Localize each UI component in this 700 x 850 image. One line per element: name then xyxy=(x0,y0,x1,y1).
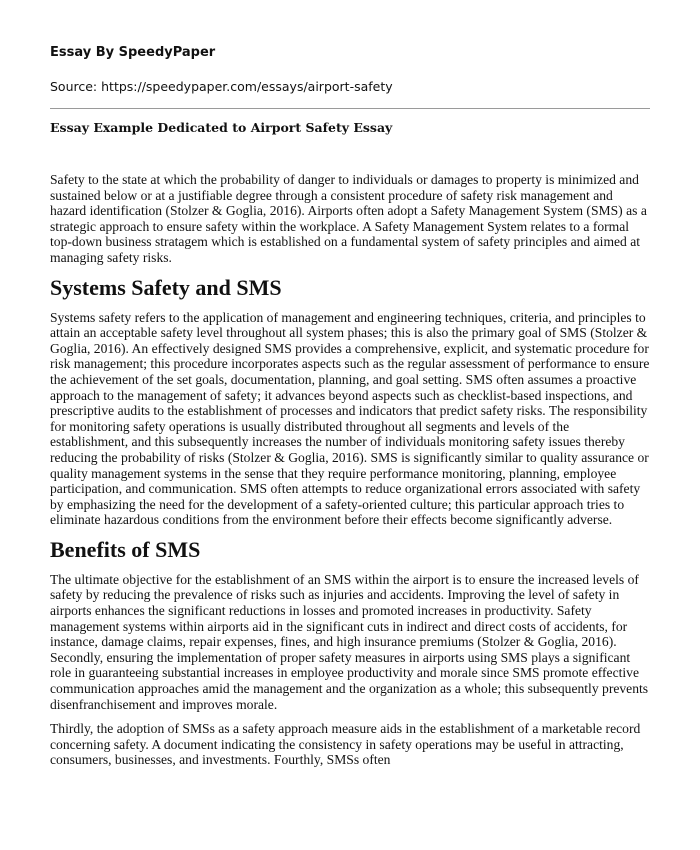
essay-author-line: Essay By SpeedyPaper xyxy=(50,45,216,60)
essay-body xyxy=(50,172,650,777)
section-heading-benefits: Benefits of SMS xyxy=(50,536,201,562)
benefits-paragraph-continued: Thirdly, the adoption of SMSs as a safety approach measure aids in the establishment of a marketable record concerning safety. A document indicating the consistency in safety operations may be useful in attracting, consumers, businesses, and investments. Fourthly, SMSs often xyxy=(50,721,641,768)
section-heading-systems: Systems Safety and SMS xyxy=(50,274,282,300)
benefits-paragraph: The ultimate objective for the establishment of an SMS within the airport is to ensure the increased levels of safety by reducing the prevalence of risks such as injuries and accidents. Improving the level of safety in airports enhances the significant reductions in losses and promoted increases in productivity. Safety management systems within airports aid in the significant cuts in indirect and direct costs of accidents, for instance, damage claims, repair expenses, fines, and high insurance premiums (Stolzer & Goglia, 2016). Secondly, ensuring the implementation of proper safety measures in airports using SMS plays a significant role in guaranteeing substantial increases in employee productivity and morale since SMS promote effective communication approaches amid the management and the organization as a whole; this subsequently prevents disenfranchisement and improves morale. xyxy=(50,571,649,712)
essay-title: Essay Example Dedicated to Airport Safety Essay xyxy=(50,120,393,135)
systems-paragraph: Systems safety refers to the application of management and engineering techniques, criteria, and principles to attain an acceptable safety level throughout all system phases; this is also the primary goal of SMS (Stolzer & Goglia, 2016). An effectively designed SMS provides a comprehensive, explicit, and systematic procedure for risk management; this procedure incorporates aspects such as the regular assessment of performance to ensure the achievement of the set goals, documentation, planning, and goal setting. SMS often assumes a proactive approach to the management of safety; it advances beyond aspects such as checklist-based inspections, and prescriptive audits to the establishment of processes and indicators that predict safety risks. The responsibility for monitoring safety operations is usually distributed throughout all segments and levels of the establishment, and this subsequently increases the number of individuals monitoring safety issues thereby reducing the probability of risks (Stolzer & Goglia, 2016). SMS is significantly similar to quality assurance or quality management systems in the sense that they require performance monitoring, planning, employee participation, and communication. SMS often attempts to reduce organizational errors associated with safety by emphasizing the need for the development of a safety-oriented culture; this particular approach tries to eliminate hazardous conditions from the environment before their effects become significantly adverse. xyxy=(50,309,650,528)
document-header xyxy=(50,44,650,96)
header-divider xyxy=(50,108,650,109)
source-line: Source: https://speedypaper.com/essays/airport-safety xyxy=(50,79,393,94)
intro-paragraph: Safety to the state at which the probability of danger to individuals or damages to property is minimized and sustained below or at a justifiable degree through a consistent procedure of safety risk management and hazard identification (Stolzer & Goglia, 2016). Airports often adopt a Safety Management System (SMS) as a strategic approach to ensure safety within the workplace. A Safety Management System relates to a formal top-down business stratagem which is established on a fundamental system of safety principles and aimed at managing safety risks. xyxy=(50,172,647,265)
